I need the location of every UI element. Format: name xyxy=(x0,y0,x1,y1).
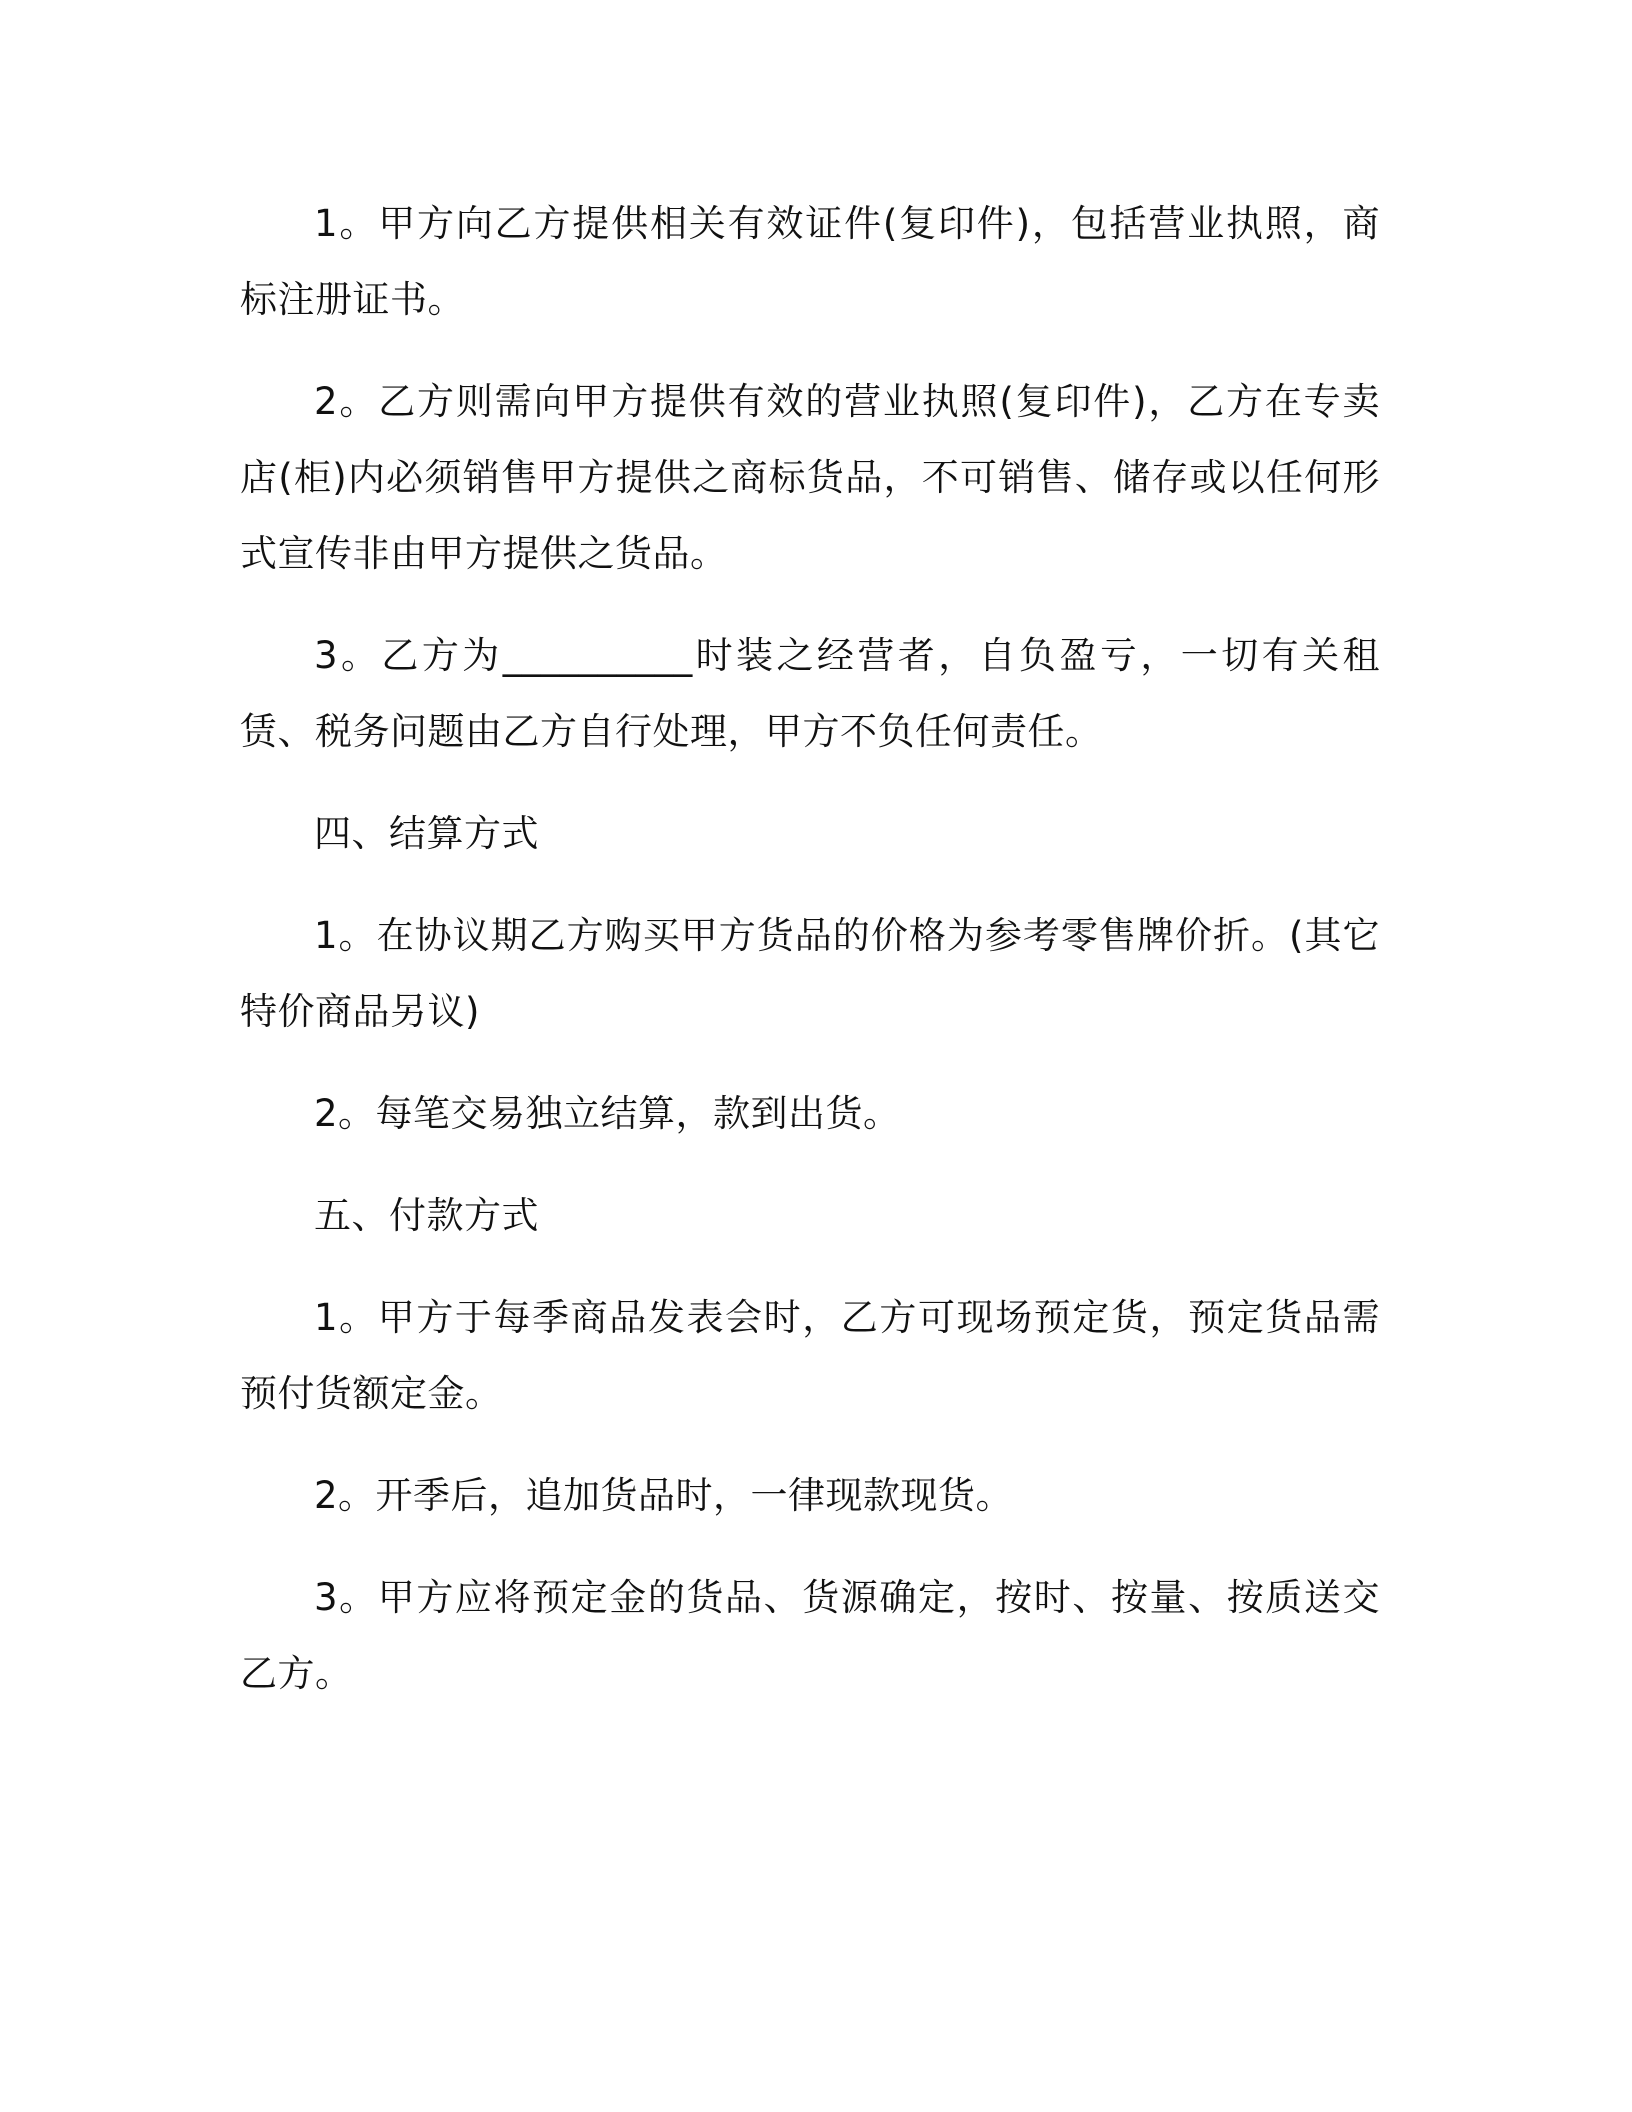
paragraph-spacer xyxy=(240,338,1380,364)
paragraph-spacer xyxy=(240,592,1380,618)
clause-paragraph: 1。甲方于每季商品发表会时，乙方可现场预定货，预定货品需预付货额定金。 xyxy=(240,1296,1380,1415)
paragraph-spacer xyxy=(240,872,1380,898)
clause-paragraph: 2。每笔交易独立结算，款到出货。 xyxy=(314,1092,901,1135)
paragraph-spacer xyxy=(240,1254,1380,1280)
clause-paragraph: 3。乙方为__________时装之经营者，自负盈亏，一切有关租赁、税务问题由乙方自行处理，甲方不负任何责任。 xyxy=(240,634,1380,753)
clause-paragraph: 2。乙方则需向甲方提供有效的营业执照(复印件)，乙方在专卖店(柜)内必须销售甲方提供之商标货品，不可销售、储存或以任何形式宣传非由甲方提供之货品。 xyxy=(240,380,1380,575)
clause-paragraph: 1。在协议期乙方购买甲方货品的价格为参考零售牌价折。(其它特价商品另议) xyxy=(240,914,1380,1033)
section-heading-settlement: 四、结算方式 xyxy=(314,812,539,855)
clause-paragraph: 3。甲方应将预定金的货品、货源确定，按时、按量、按质送交乙方。 xyxy=(240,1576,1380,1695)
paragraph-spacer xyxy=(240,1534,1380,1560)
paragraph-spacer xyxy=(240,770,1380,796)
document-body xyxy=(240,186,1380,1712)
clause-paragraph: 1。甲方向乙方提供相关有效证件(复印件)，包括营业执照，商标注册证书。 xyxy=(240,202,1380,321)
paragraph-spacer xyxy=(240,1050,1380,1076)
paragraph-spacer xyxy=(240,1432,1380,1458)
section-heading-payment: 五、付款方式 xyxy=(314,1194,539,1237)
paragraph-spacer xyxy=(240,1152,1380,1178)
clause-paragraph: 2。开季后，追加货品时，一律现款现货。 xyxy=(314,1474,1014,1517)
